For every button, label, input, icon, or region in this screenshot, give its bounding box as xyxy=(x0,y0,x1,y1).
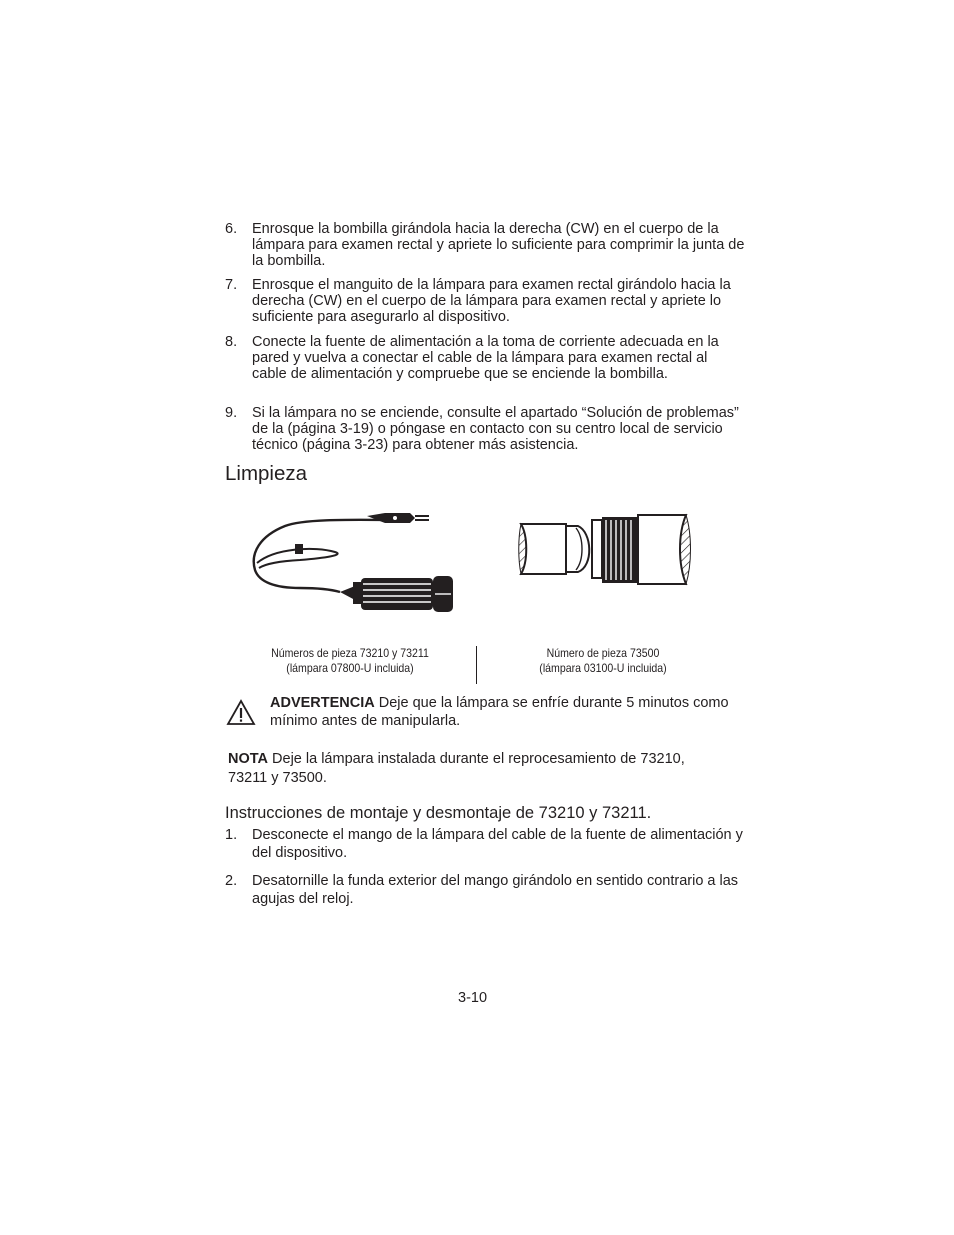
step-number: 2. xyxy=(225,873,238,889)
note-body: Deje la lámpara instalada durante el reprocesamiento de 73210, 73211 y 73500. xyxy=(228,751,685,786)
caption-line: Número de pieza 73500 xyxy=(546,646,660,660)
step-1 xyxy=(225,826,745,862)
step-number: 9. xyxy=(225,405,238,421)
section-title: Limpieza xyxy=(225,462,308,485)
caption-divider xyxy=(476,646,477,684)
step-text: Conecte la fuente de alimentación a la toma de corriente adecuada en la pared y vuelva a conectar el cable de la lámpara para examen rectal al cable de alimentación y compruebe que se enciende la bombilla. xyxy=(252,334,719,382)
step-text: Desconecte el mango de la lámpara del cable de la fuente de alimentación y del dispositivo. xyxy=(252,827,743,861)
caption-line: Números de pieza 73210 y 73211 xyxy=(271,646,429,660)
left-figure-caption xyxy=(249,646,451,676)
step-8 xyxy=(225,334,745,382)
step-number: 6. xyxy=(225,221,238,237)
step-text: Desatornille la funda exterior del mango girándolo en sentido contrario a las agujas del reloj. xyxy=(252,873,739,907)
step-text: Enrosque la bombilla girándola hacia la derecha (CW) en el cuerpo de la lámpara para examen rectal y apriete lo suficiente para comprimir la junta de la bombilla. xyxy=(252,221,745,269)
lamp-section-illustration xyxy=(518,512,693,587)
step-number: 7. xyxy=(225,277,238,293)
page-number: 3-10 xyxy=(458,990,488,1006)
warning-body: Deje que la lámpara se enfríe durante 5 minutos como mínimo antes de manipularla. xyxy=(270,695,729,729)
caption-line: (lámpara 07800-U incluida) xyxy=(286,661,414,675)
subsection-title: Instrucciones de montaje y desmontaje de 73210 y 73211. xyxy=(225,804,652,822)
step-2 xyxy=(225,872,745,908)
step-7 xyxy=(225,277,745,325)
step-9 xyxy=(225,405,745,453)
step-text: Enrosque el manguito de la lámpara para examen rectal girándolo hacia la derecha (CW) en el cuerpo de la lámpara para examen rectal y apriete lo suficiente para asegurarlo al dispositivo. xyxy=(252,277,731,325)
step-text: Si la lámpara no se enciende, consulte el apartado “Solución de problemas” de la (página 3-19) o póngase en contacto con su centro local de servicio técnico (página 3-23) para obtener más asistencia. xyxy=(252,405,739,453)
step-number: 8. xyxy=(225,334,238,350)
lamp-handle-illustration xyxy=(245,508,460,613)
warning-label: ADVERTENCIA xyxy=(270,695,375,711)
warning-icon xyxy=(226,699,256,726)
note-label: NOTA xyxy=(228,751,269,767)
step-number: 1. xyxy=(225,827,238,843)
step-6 xyxy=(225,221,745,269)
right-figure-caption xyxy=(502,646,704,676)
note-message xyxy=(228,750,728,788)
warning-message xyxy=(270,694,740,730)
caption-line: (lámpara 03100-U incluida) xyxy=(539,661,667,675)
